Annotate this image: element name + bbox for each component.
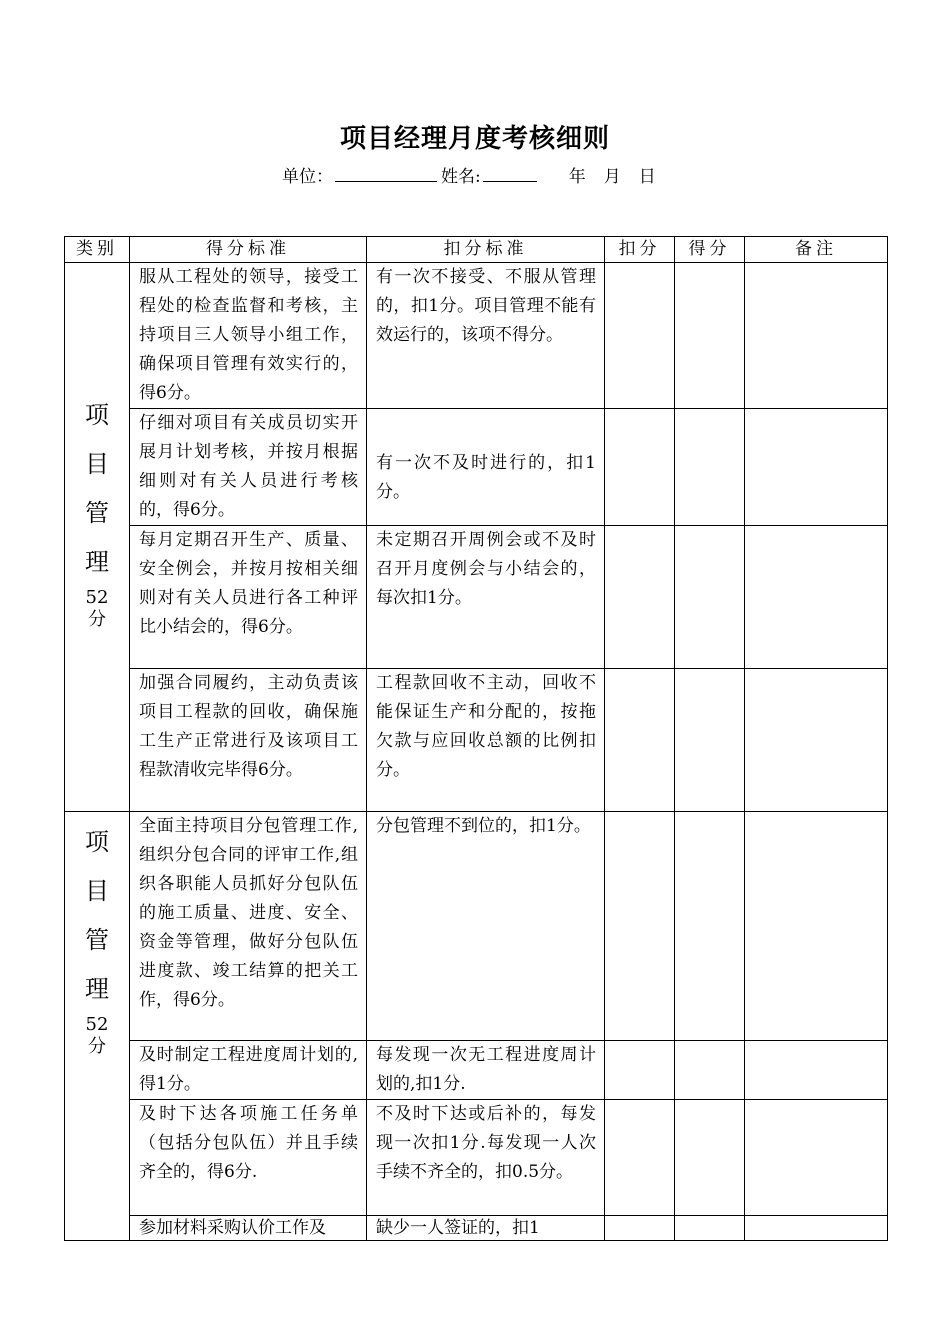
- deduction-standard-cell: 有一次不接受、不服从管理的，扣1分。项目管理不能有效运行的，该项不得分。: [367, 263, 605, 409]
- deduction-input-cell[interactable]: [605, 263, 675, 409]
- deduction-standard-cell: 不及时下达或后补的，每发现一次扣1分.每发现一人次手续不齐全的，扣0.5分。: [367, 1100, 605, 1216]
- table-row: [65, 812, 888, 1041]
- scoring-standard-cell: 及时制定工程进度周计划的,得1分。: [130, 1041, 367, 1100]
- unit-field[interactable]: [335, 163, 437, 182]
- score-input-cell[interactable]: [675, 669, 745, 812]
- remarks-input-cell[interactable]: [745, 526, 888, 669]
- scoring-standard-cell: 服从工程处的领导，接受工程处的检查监督和考核，主持项目三人领导小组工作，确保项目管理有效实行的，得6分。: [130, 263, 367, 409]
- category-unit: 分: [88, 1036, 106, 1057]
- category-char: 理: [85, 548, 109, 576]
- table-header-row: [65, 237, 888, 263]
- scoring-standard-cell: 每月定期召开生产、质量、安全例会，并按月按相关细则对有关人员进行各工种评比小结会的，得6分。: [130, 526, 367, 669]
- remarks-input-cell[interactable]: [745, 1100, 888, 1216]
- scoring-standard-cell: 仔细对项目有关成员切实开展月计划考核，并按月根据细则对有关人员进行考核的，得6分。: [130, 409, 367, 526]
- category-points: 52: [85, 1014, 109, 1035]
- deduction-input-cell[interactable]: [605, 812, 675, 1041]
- scoring-standard-cell: 及时下达各项施工任务单（包括分包队伍）并且手续齐全的，得6分.: [130, 1100, 367, 1216]
- deduction-input-cell[interactable]: [605, 1041, 675, 1100]
- deduction-input-cell[interactable]: [605, 1216, 675, 1241]
- table-row: [65, 1041, 888, 1100]
- scoring-standard-cell: 全面主持项目分包管理工作,组织分包合同的评审工作,组织各职能人员抓好分包队伍的施工质量、进度、安全、资金等管理，做好分包队伍进度款、竣工结算的把关工作，得6分。: [130, 812, 367, 1041]
- header-category: 类别: [65, 237, 130, 263]
- deduction-standard-cell: 工程款回收不主动，回收不能保证生产和分配的，按拖欠款与应回收总额的比例扣分。: [367, 669, 605, 812]
- table-row: [65, 263, 888, 409]
- month-label: 月: [603, 167, 621, 187]
- day-label: 日: [638, 167, 656, 187]
- header-info-line: [282, 162, 656, 187]
- year-label: 年: [568, 167, 586, 187]
- deduction-input-cell[interactable]: [605, 1100, 675, 1216]
- score-input-cell[interactable]: [675, 409, 745, 526]
- unit-label: 单位：: [282, 167, 333, 187]
- score-input-cell[interactable]: [675, 1100, 745, 1216]
- table-row: [65, 1216, 888, 1241]
- remarks-input-cell[interactable]: [745, 812, 888, 1041]
- name-field[interactable]: [483, 163, 537, 182]
- assessment-table: [64, 236, 888, 1241]
- deduction-standard-cell: 未定期召开周例会或不及时召开月度例会与小结会的，每次扣1分。: [367, 526, 605, 669]
- deduction-text: 有一次不及时进行的，扣1分。: [376, 453, 596, 502]
- category-char: 理: [85, 975, 109, 1003]
- header-deduction: 扣分: [605, 237, 675, 263]
- header-remarks: 备注: [745, 237, 888, 263]
- deduction-standard-cell: 分包管理不到位的，扣1分。: [367, 812, 605, 1041]
- category-char: 项: [85, 828, 109, 856]
- category-points: 52: [85, 587, 109, 608]
- deduction-standard-cell: 缺少一人签证的，扣1: [367, 1216, 605, 1241]
- score-input-cell[interactable]: [675, 812, 745, 1041]
- deduction-input-cell[interactable]: [605, 409, 675, 526]
- header-scoring-standard: 得分标准: [130, 237, 367, 263]
- category-unit: 分: [88, 609, 106, 630]
- category-char: 项: [85, 401, 109, 429]
- category-char: 目: [85, 450, 109, 478]
- score-input-cell[interactable]: [675, 263, 745, 409]
- document-title: 项目经理月度考核细则: [339, 124, 610, 154]
- scoring-standard-cell: 加强合同履约，主动负责该项目工程款的回收，确保施工生产正常进行及该项目工程款清收完毕得6分。: [130, 669, 367, 812]
- deduction-input-cell[interactable]: [605, 526, 675, 669]
- name-label: 姓名:: [441, 167, 481, 187]
- remarks-input-cell[interactable]: [745, 1041, 888, 1100]
- score-input-cell[interactable]: [675, 526, 745, 669]
- category-char: 目: [85, 877, 109, 905]
- remarks-input-cell[interactable]: [745, 409, 888, 526]
- header-score: 得分: [675, 237, 745, 263]
- remarks-input-cell[interactable]: [745, 263, 888, 409]
- remarks-input-cell[interactable]: [745, 669, 888, 812]
- table-row: [65, 409, 888, 526]
- category-char: 管: [85, 499, 109, 527]
- deduction-standard-cell: 每发现一次无工程进度周计划的,扣1分.: [367, 1041, 605, 1100]
- deduction-input-cell[interactable]: [605, 669, 675, 812]
- score-input-cell[interactable]: [675, 1041, 745, 1100]
- score-input-cell[interactable]: [675, 1216, 745, 1241]
- category-cell: [65, 812, 130, 1241]
- remarks-input-cell[interactable]: [745, 1216, 888, 1241]
- category-cell: [65, 263, 130, 812]
- deduction-standard-cell: [367, 409, 605, 526]
- table-row: [65, 669, 888, 812]
- table-row: [65, 526, 888, 669]
- table-row: [65, 1100, 888, 1216]
- category-char: 管: [85, 926, 109, 954]
- scoring-standard-cell: 参加材料采购认价工作及: [130, 1216, 367, 1241]
- header-deduction-standard: 扣分标准: [367, 237, 605, 263]
